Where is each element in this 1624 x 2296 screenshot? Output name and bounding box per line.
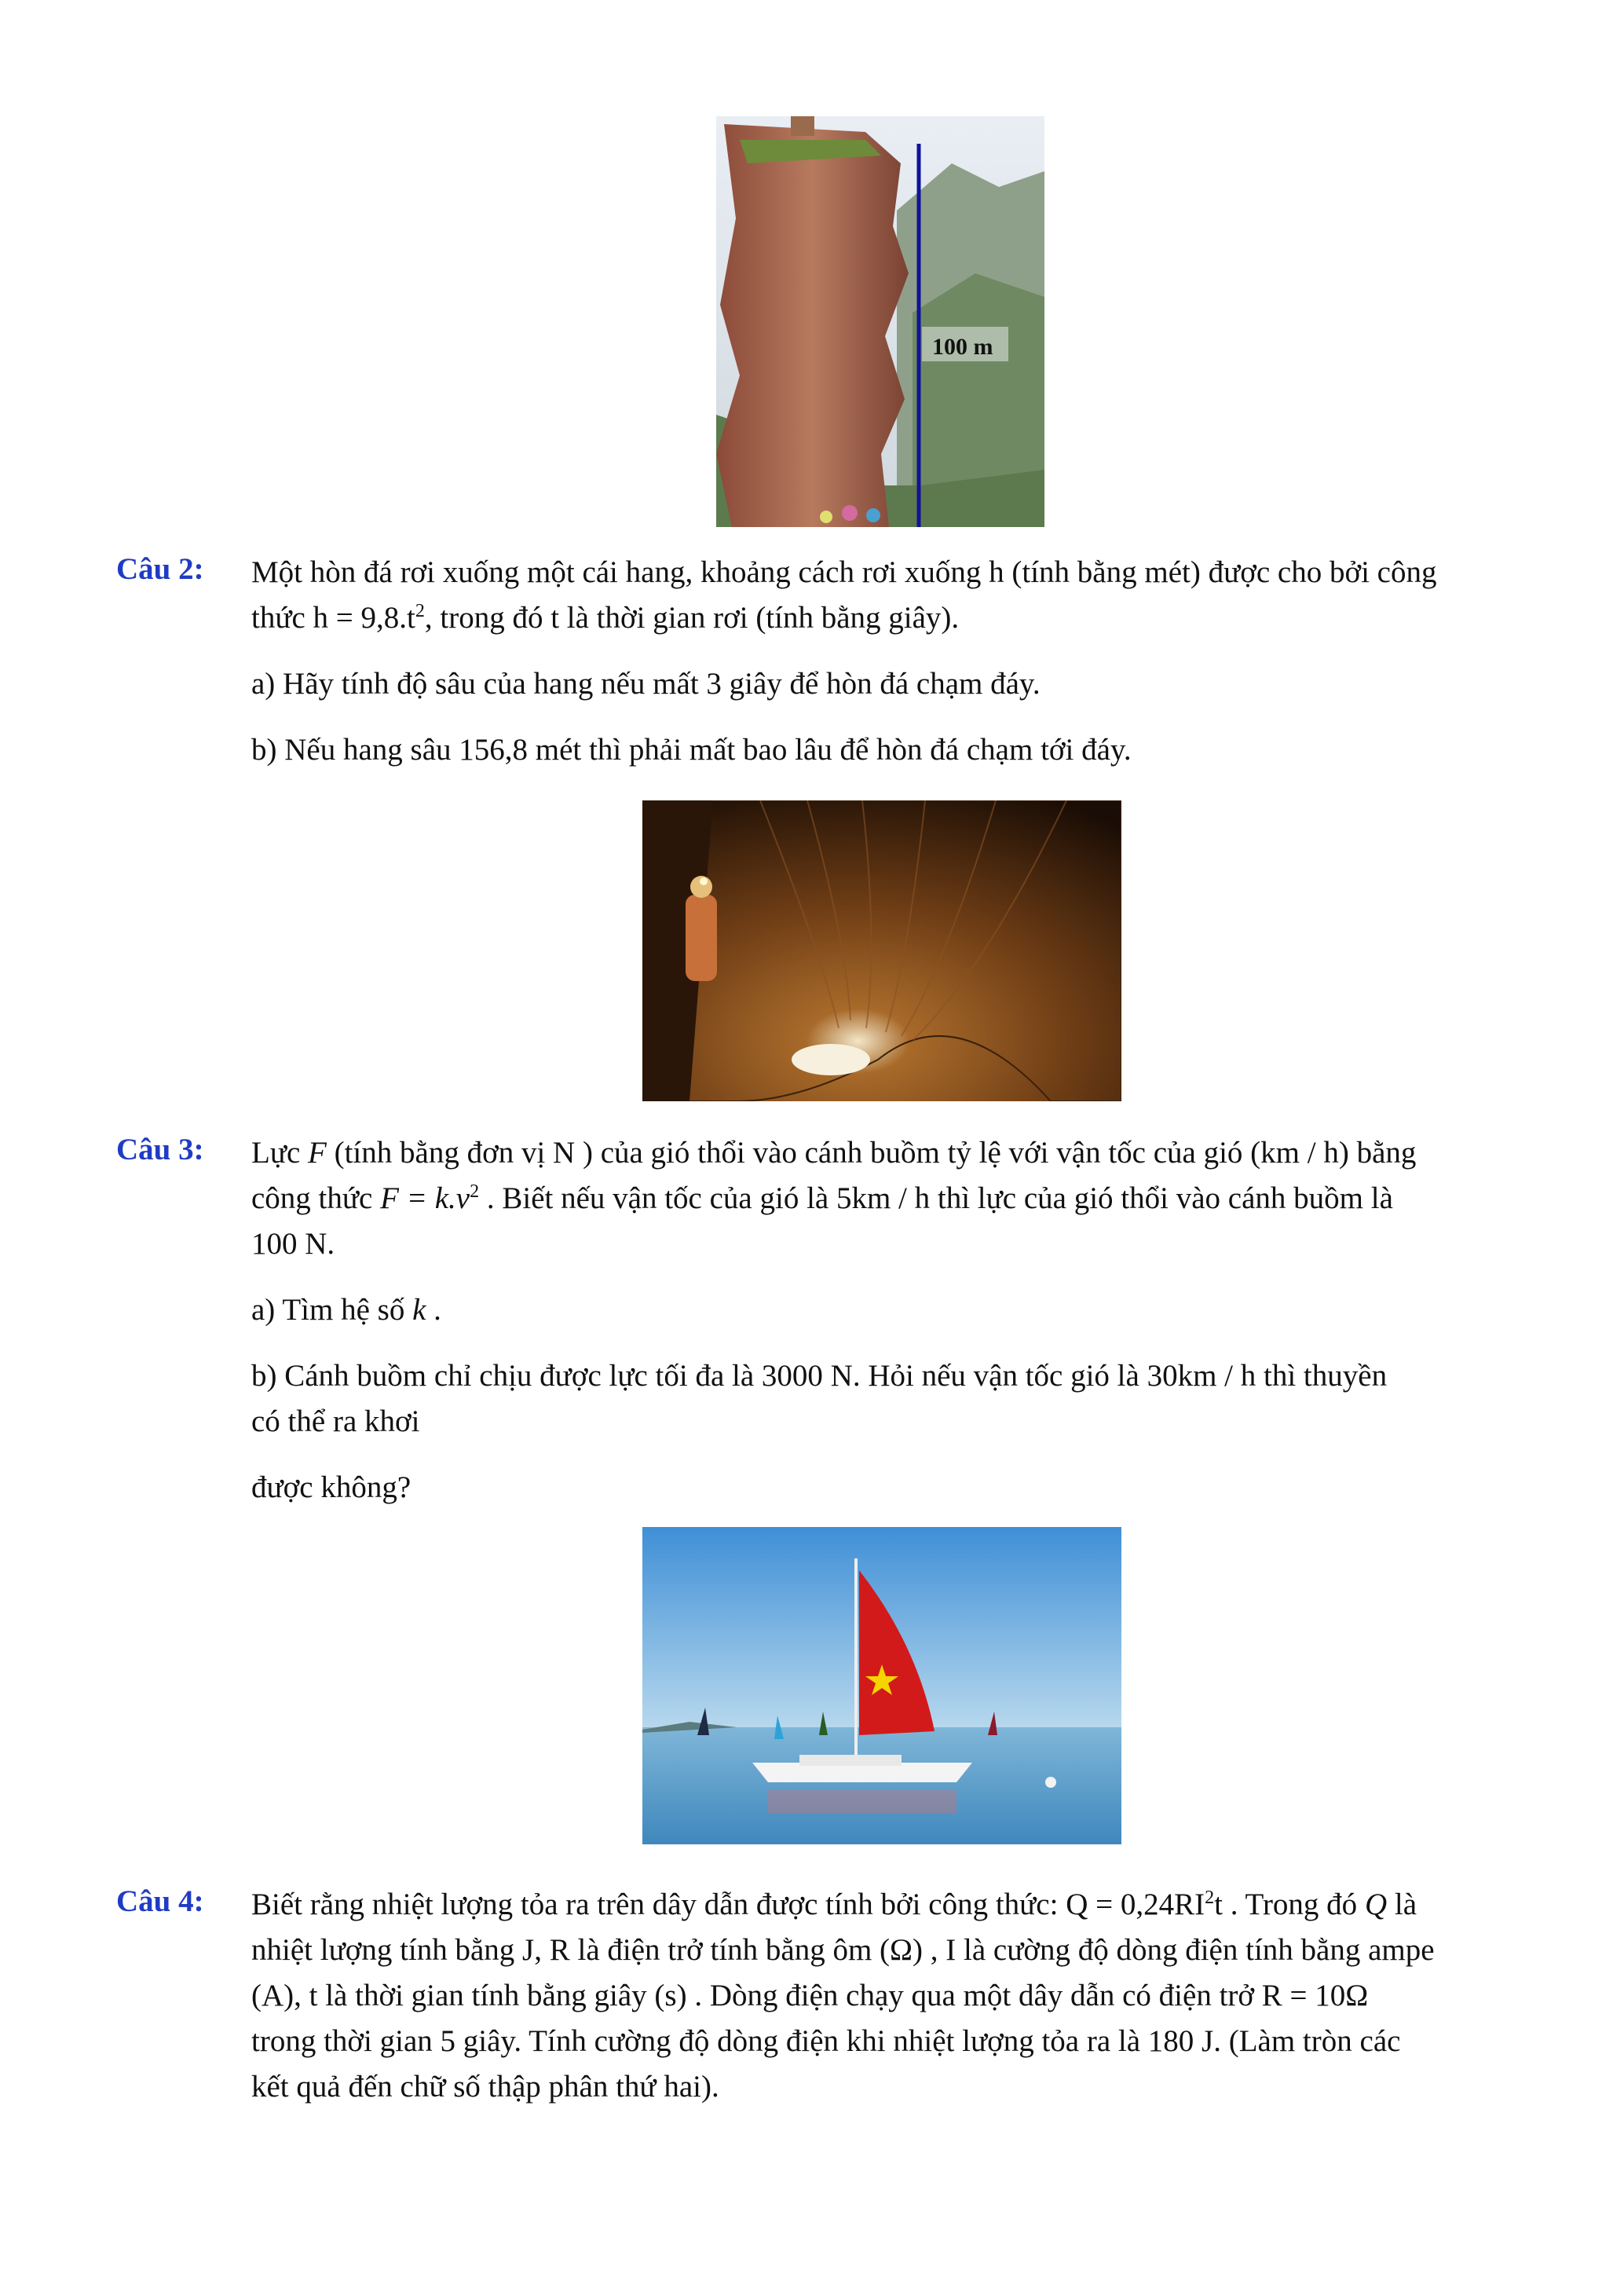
- question-3-body: [251, 1130, 1512, 1511]
- q3-part-b-line-2: có thể ra khơi: [251, 1404, 420, 1438]
- q4-line-2: nhiệt lượng tính bằng J, R là điện trở tính bằng ôm (Ω) , I là cường độ dòng điện tính bằng ampe: [251, 1933, 1435, 1967]
- q2-part-a: a) Hãy tính độ sâu của hang nếu mất 3 giây để hòn đá chạm đáy.: [251, 667, 1041, 701]
- q3-k-symbol: k: [412, 1293, 426, 1327]
- q3-line-2-rest: . Biết nếu vận tốc của gió là 5km / h thì lực của gió thổi vào cánh buồm là: [479, 1181, 1393, 1215]
- q3-line-1-start: Lực: [251, 1136, 309, 1170]
- q3-part-b-line-1: b) Cánh buồm chỉ chịu được lực tối đa là 3000 N. Hỏi nếu vận tốc gió là 30km / h thì thuyền: [251, 1359, 1388, 1393]
- q3-line-1-rest: (tính bằng đơn vị N ) của gió thổi vào cánh buồm tỷ lệ với vận tốc của gió (km / h) bằng: [326, 1136, 1417, 1170]
- cave-photo: [642, 800, 1121, 1101]
- q4-line-5: kết quả đến chữ số thập phân thứ hai).: [251, 2070, 719, 2104]
- question-4-label: Câu 4:: [116, 1884, 204, 1918]
- question-2-label: Câu 2:: [116, 552, 204, 586]
- q2-formula: thức h = 9,8.t: [251, 601, 415, 635]
- q3-force-symbol: F: [308, 1136, 327, 1170]
- cliff-photo: [716, 116, 1044, 527]
- q4-line-3: (A), t là thời gian tính bằng giây (s) . Dòng điện chạy qua một dây dẫn có điện trở R = 10Ω: [251, 1979, 1369, 2012]
- q2-line-1: Một hòn đá rơi xuống một cái hang, khoảng cách rơi xuống h (tính bằng mét) được cho bởi công: [251, 555, 1437, 589]
- q3-line-2-start: công thức: [251, 1181, 381, 1215]
- q3-line-2: [251, 1176, 1512, 1221]
- q3-part-a: [251, 1287, 1512, 1333]
- q3-part-b-line-3: được không?: [251, 1470, 411, 1504]
- q4-line-1-start: Biết rằng nhiệt lượng tỏa ra trên dây dẫn được tính bởi công thức: Q = 0,24RI: [251, 1888, 1205, 1921]
- q4-line-4: trong thời gian 5 giây. Tính cường độ dòng điện khi nhiệt lượng tỏa ra là 180 J. (Làm tròn các: [251, 2024, 1401, 2058]
- q3-formula: F = k.v: [380, 1181, 470, 1215]
- q3-part-a-start: a) Tìm hệ số: [251, 1293, 413, 1327]
- q3-part-a-end: .: [426, 1293, 441, 1327]
- q2-formula-exponent: 2: [415, 601, 425, 621]
- sailboat-photo: [642, 1527, 1121, 1844]
- q2-line-2-rest: , trong đó t là thời gian rơi (tính bằng giây).: [424, 601, 960, 635]
- q4-line-1-end: là: [1387, 1888, 1417, 1921]
- q4-line-1: [251, 1882, 1512, 1928]
- q3-line-3: 100 N.: [251, 1227, 335, 1261]
- q4-q-symbol: Q: [1364, 1888, 1388, 1921]
- q4-line-1-mid: t . Trong đó: [1214, 1888, 1365, 1921]
- cliff-height-label: 100 m: [932, 334, 993, 360]
- q3-line-1: [251, 1130, 1512, 1176]
- question-4-body: [251, 1882, 1512, 2110]
- q2-part-b: b) Nếu hang sâu 156,8 mét thì phải mất bao lâu để hòn đá chạm tới đáy.: [251, 733, 1132, 767]
- question-3-label: Câu 3:: [116, 1133, 204, 1166]
- q3-formula-exponent: 2: [470, 1181, 480, 1202]
- q4-formula-exponent: 2: [1205, 1888, 1215, 1908]
- q2-line-2: [251, 595, 1512, 641]
- question-2-body: [251, 550, 1512, 773]
